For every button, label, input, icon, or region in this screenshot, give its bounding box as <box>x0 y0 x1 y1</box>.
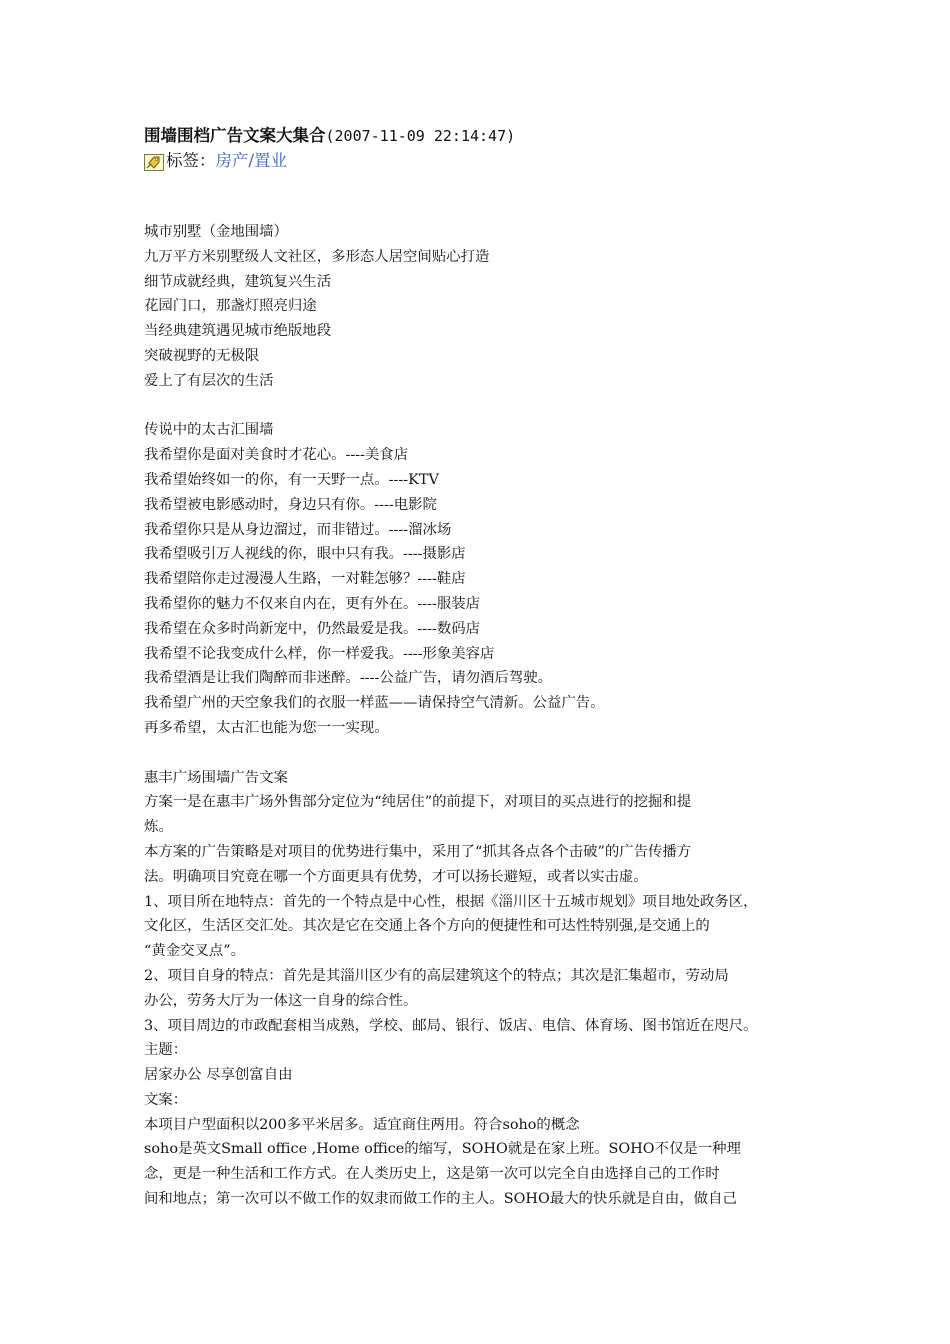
article-section <box>144 220 816 394</box>
tag-row <box>144 148 816 174</box>
body-line: 文化区，生活区交汇处。其次是它在交通上各个方向的便捷性和可达性特别强,是交通上的 <box>144 918 710 935</box>
body-line: 我希望你的魅力不仅来自内在，更有外在。----服装店 <box>144 595 481 612</box>
section-heading: 城市别墅（金地围墙） <box>144 224 288 240</box>
body-line: 细节成就经典，建筑复兴生活 <box>144 273 332 290</box>
body-line: 我希望广州的天空象我们的衣服一样蓝——请保持空气清新。公益广告。 <box>144 695 605 712</box>
body-line: 我希望不论我变成什么样，你一样爱我。----形象美容店 <box>144 645 495 662</box>
body-line: 主题： <box>144 1042 188 1059</box>
body-line: 我希望被电影感动时，身边只有你。----电影院 <box>144 496 437 513</box>
body-line: 突破视野的无极限 <box>144 347 260 364</box>
section-heading: 惠丰广场围墙广告文案 <box>144 769 288 786</box>
body-line: 我希望始终如一的你，有一天野一点。----KTV <box>144 471 439 488</box>
article-header <box>144 124 816 148</box>
article-title: 围墙围档广告文案大集合 <box>144 126 326 145</box>
tag-link-real-estate[interactable]: 房产/置业 <box>215 151 288 170</box>
article-section <box>144 418 816 740</box>
body-line: 我希望吸引万人视线的你，眼中只有我。----摄影店 <box>144 546 466 563</box>
body-line: 我希望你只是从身边溜过，而非错过。----溜冰场 <box>144 521 452 538</box>
body-line: 花园门口，那盏灯照亮归途 <box>144 298 317 315</box>
article-section <box>144 766 816 1212</box>
body-line: 2、项目自身的特点：首先是其淄川区少有的高层建筑这个的特点；其次是汇集超市，劳动局 <box>144 967 729 984</box>
body-line: 我希望陪你走过漫漫人生路，一对鞋怎够？----鞋店 <box>144 571 466 588</box>
body-line: 爱上了有层次的生活 <box>144 372 274 389</box>
body-line: “黄金交叉点”。 <box>144 943 246 960</box>
tag-icon <box>144 153 164 170</box>
body-line: 念，更是一种生活和工作方式。在人类历史上，这是第一次可以完全自由选择自己的工作时 <box>144 1166 720 1183</box>
document-page <box>144 124 816 1212</box>
tag-label: 标签： <box>166 151 216 170</box>
body-line: 我希望在众多时尚新宠中，仍然最爱是我。----数码店 <box>144 620 481 637</box>
body-line: 我希望你是面对美食时才花心。----美食店 <box>144 447 409 464</box>
body-line: 本方案的广告策略是对项目的优势进行集中，采用了“抓其各点各个击破”的广告传播方 <box>144 843 692 860</box>
body-line: 3、项目周边的市政配套相当成熟，学校、邮局、银行、饭店、电信、体育场、图书馆近在咫尺。 <box>144 1017 758 1034</box>
body-line: soho是英文Small office ,Home office的缩写，SOHO就是在家上班。SOHO不仅是一种理 <box>144 1141 741 1158</box>
body-line: 法。明确项目究竟在哪一个方面更具有优势，才可以扬长避短，或者以实击虚。 <box>144 868 648 885</box>
body-line: 间和地点；第一次可以不做工作的奴隶而做工作的主人。SOHO最大的快乐就是自由，做自己 <box>144 1191 737 1208</box>
body-line: 当经典建筑遇见城市绝版地段 <box>144 323 332 340</box>
body-line: 文案： <box>144 1091 188 1108</box>
body-line: 炼。 <box>144 819 173 836</box>
body-line: 九万平方米别墅级人文社区，多形态人居空间贴心打造 <box>144 248 490 265</box>
body-line: 方案一是在惠丰广场外售部分定位为“纯居住”的前提下，对项目的买点进行的挖掘和提 <box>144 794 692 811</box>
body-line: 我希望酒是让我们陶醉而非迷醉。----公益广告，请勿酒后驾驶。 <box>144 670 552 687</box>
article-timestamp: (2007-11-09 22:14:47) <box>325 127 516 145</box>
body-line: 再多希望，太古汇也能为您一一实现。 <box>144 719 389 736</box>
body-line: 1、项目所在地特点：首先的一个特点是中心性，根据《淄川区十五城市规划》项目地处政务区， <box>144 893 758 910</box>
article-body <box>144 220 816 1212</box>
body-line: 居家办公 尽享创富自由 <box>144 1067 293 1084</box>
section-heading: 传说中的太古汇围墙 <box>144 422 274 439</box>
body-line: 办公，劳务大厅为一体这一自身的综合性。 <box>144 992 418 1009</box>
body-line: 本项目户型面积以200多平米居多。适宜商住两用。符合soho的概念 <box>144 1116 580 1133</box>
